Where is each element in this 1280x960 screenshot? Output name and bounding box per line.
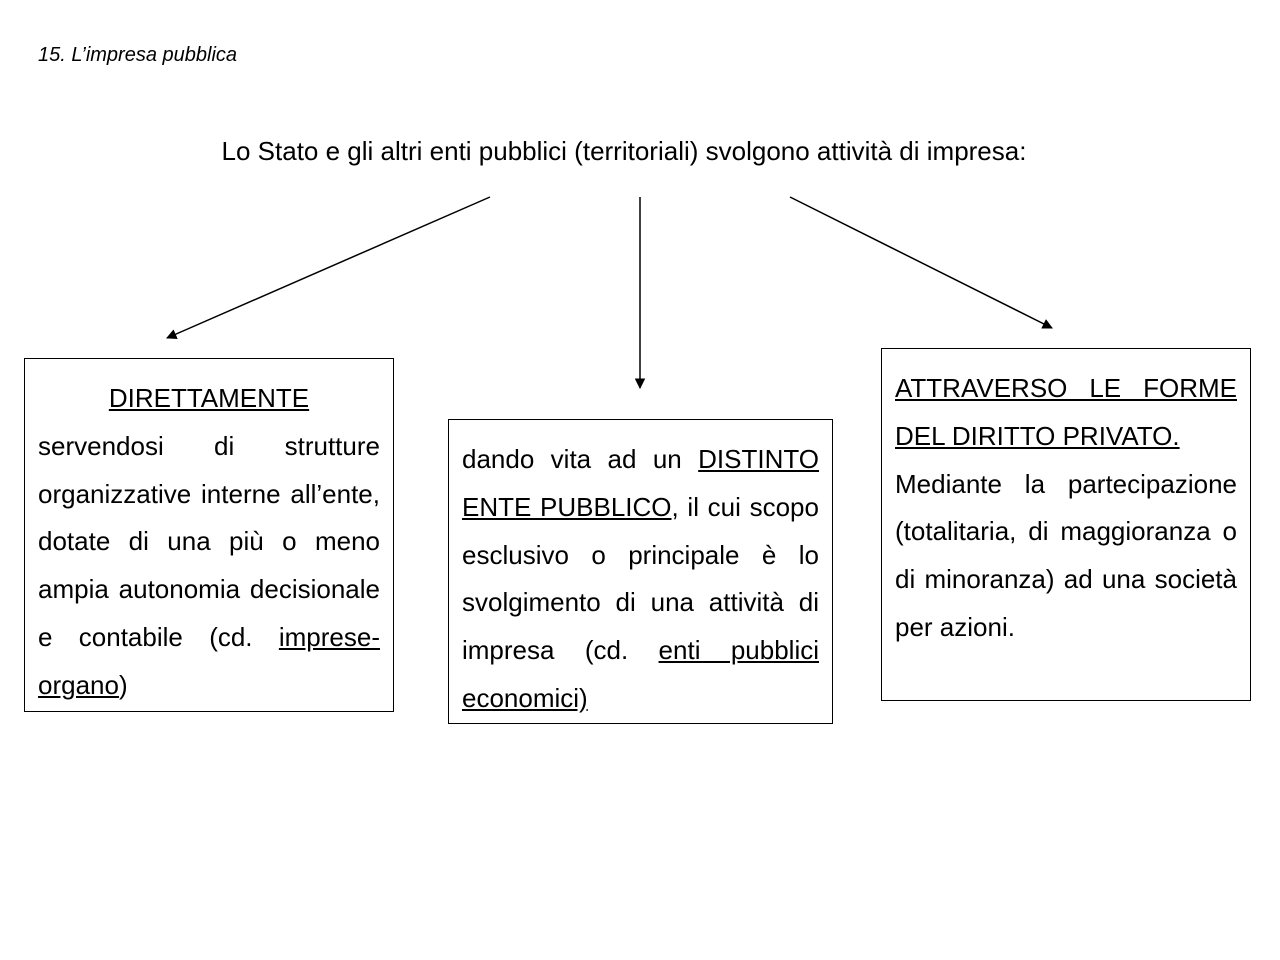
direct-management-paren-open: (cd. bbox=[209, 621, 279, 652]
public-entity-description bbox=[462, 436, 819, 723]
direct-management-paren-close: ) bbox=[118, 669, 128, 700]
private-law-box bbox=[881, 348, 1251, 701]
public-entity-term: DISTINTO ENTE PUBBLICO bbox=[462, 444, 819, 522]
direct-management-term: imprese-organo bbox=[38, 621, 380, 700]
private-law-title bbox=[895, 365, 1237, 461]
direct-management-body: servendosi di strutture organizzative interne all’ente, dotate di una più o meno ampia autonomia decisionale e contabile bbox=[38, 430, 380, 652]
public-entity-box bbox=[448, 419, 833, 724]
direct-management-title-text: DIRETTAMENTE bbox=[108, 383, 310, 413]
direct-management-title bbox=[38, 375, 380, 423]
section-label: 15. L’impresa pubblica bbox=[38, 44, 238, 66]
direct-management-box bbox=[24, 358, 394, 712]
public-entity-body: , il cui scopo esclusivo o principale è lo svolgimento di una attività di impresa (cd. bbox=[462, 491, 819, 666]
direct-management-description bbox=[38, 423, 380, 710]
private-law-description: Mediante la partecipazione (totalitaria, di maggioranza o di minoranza) ad una società per azioni. bbox=[895, 468, 1237, 642]
public-entity-term-2: enti pubblici economici) bbox=[462, 635, 819, 713]
arrow-to-right-box bbox=[790, 197, 1052, 328]
private-law-title-text: ATTRAVERSO LE FORME DEL DIRITTO PRIVATO. bbox=[895, 373, 1237, 451]
arrow-to-left-box bbox=[167, 197, 490, 338]
root-statement: Lo Stato e gli altri enti pubblici (territoriali) svolgono attività di impresa: bbox=[221, 136, 1027, 166]
public-entity-intro: dando vita ad un bbox=[462, 444, 699, 474]
